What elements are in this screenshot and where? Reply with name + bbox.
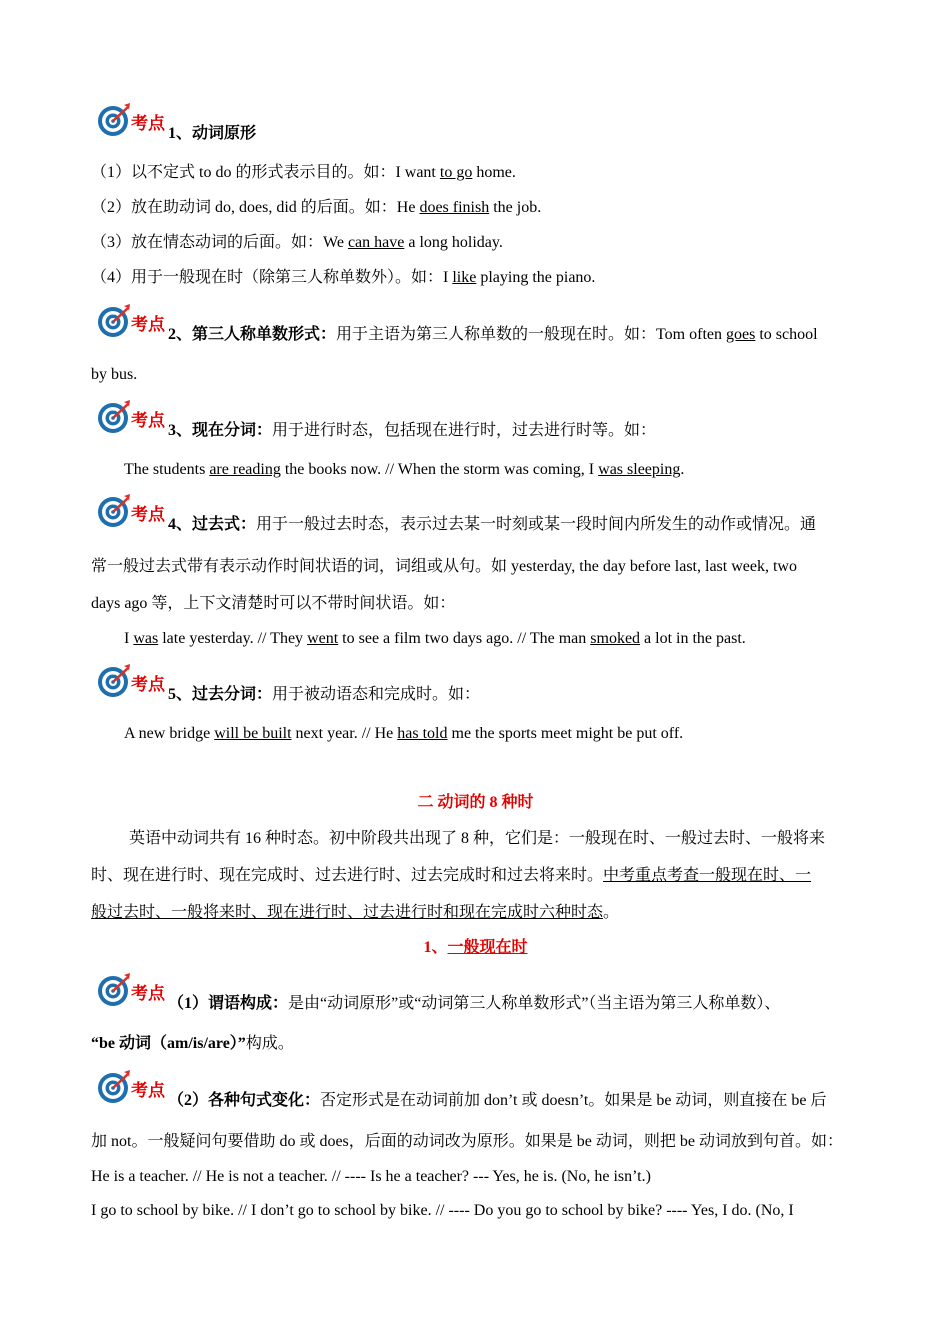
s2-line2: 加 not。一般疑问句要借助 do 或 does，后面的动词改为原形。如果是 be 动词，则把 be 动词放到句首。如： <box>91 1133 843 1150</box>
kaodian-badge <box>96 398 168 438</box>
badge-label: 考点 <box>131 1081 165 1101</box>
kaodian-badge <box>96 971 168 1011</box>
s2-line3: He is a teacher. // He is not a teacher. // ---- Is he a teacher? --- Yes, he is. (No, he isn’t.) <box>91 1168 651 1185</box>
kaodian-badge <box>96 492 168 532</box>
p2-line2: by bus. <box>91 366 138 383</box>
target-icon <box>96 1068 168 1108</box>
badge-label: 考点 <box>131 114 165 134</box>
s2-line1: （2）各种句式变化：否定形式是在动词前加 don’t 或 doesn’t。如果是 be 动词，则直接在 be 后 <box>168 1092 827 1109</box>
kaodian-badge <box>96 1068 168 1108</box>
p1-line1: （1）以不定式 to do 的形式表示目的。如：I want to go home. <box>91 164 516 181</box>
badge-label: 考点 <box>131 411 165 431</box>
badge-label: 考点 <box>131 315 165 335</box>
p3-example: The students are reading the books now. // When the storm was coming, I was sleeping. <box>124 461 685 478</box>
kaodian-badge <box>96 662 168 702</box>
badge-label: 考点 <box>131 675 165 695</box>
target-icon <box>96 101 168 141</box>
section-para-line3: 般过去时、一般将来时、现在进行时、过去进行时和现在完成时六种时态。 <box>91 904 620 921</box>
kaodian-badge <box>96 302 168 342</box>
p3-line1: 3、现在分词：用于进行时态，包括现在进行时，过去进行时等。如： <box>168 422 657 439</box>
target-icon <box>96 971 168 1011</box>
s1-line1: （1）谓语构成：是由“动词原形”或“动词第三人称单数形式”（当主语为第三人称单数）、 <box>168 995 781 1012</box>
p5-line1: 5、过去分词：用于被动语态和完成时。如： <box>168 686 481 703</box>
section-title: 二 动词的 8 种时 <box>417 794 534 811</box>
p2-line1: 2、第三人称单数形式：用于主语为第三人称单数的一般现在时。如：Tom often goes to school <box>168 326 818 343</box>
target-icon <box>96 492 168 532</box>
badge-label: 考点 <box>131 984 165 1004</box>
p1-heading: 1、动词原形 <box>168 125 257 142</box>
kaodian-badge <box>96 101 168 141</box>
p4-line1: 4、过去式：用于一般过去时态，表示过去某一时刻或某一段时间内所发生的动作或情况。通 <box>168 516 817 533</box>
target-icon <box>96 398 168 438</box>
section-para-line1: 英语中动词共有 16 种时态。初中阶段共出现了 8 种，它们是：一般现在时、一般过去时、一般将来 <box>129 830 826 847</box>
p4-line3: days ago 等，上下文清楚时可以不带时间状语。如： <box>91 595 456 612</box>
subsection-title: 1、一般现在时 <box>423 939 528 956</box>
s2-line4: I go to school by bike. // I don’t go to school by bike. // ---- Do you go to school by bike? ---- Yes, I do. (No, I <box>91 1202 794 1219</box>
target-icon <box>96 662 168 702</box>
p4-example: I was late yesterday. // They went to see a film two days ago. // The man smoked a lot in the past. <box>124 630 746 647</box>
section-para-line2: 时、现在进行时、现在完成时、过去进行时、过去完成时和过去将来时。中考重点考查一般现在时、一 <box>91 867 812 884</box>
p1-line4: （4）用于一般现在时（除第三人称单数外）。如：I like playing the piano. <box>91 269 596 286</box>
s1-line2: “be 动词（am/is/are）”构成。 <box>91 1035 294 1052</box>
badge-label: 考点 <box>131 505 165 525</box>
target-icon <box>96 302 168 342</box>
p1-line2: （2）放在助动词 do, does, did 的后面。如：He does finish the job. <box>91 199 542 216</box>
p1-line3: （3）放在情态动词的后面。如：We can have a long holiday. <box>91 234 503 251</box>
p5-example: A new bridge will be built next year. // He has told me the sports meet might be put off. <box>124 725 684 742</box>
p4-line2: 常一般过去式带有表示动作时间状语的词，词组或从句。如 yesterday, the day before last, last week, two <box>91 558 797 575</box>
